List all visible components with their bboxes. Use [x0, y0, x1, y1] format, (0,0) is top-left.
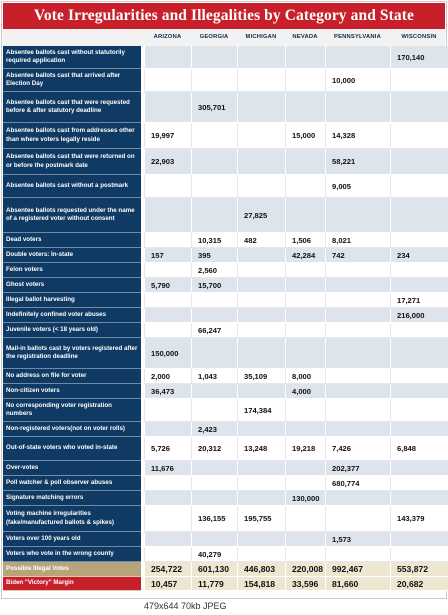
cell-arizona: 19,997 [144, 123, 191, 149]
cell-arizona: 254,722 [144, 562, 191, 577]
column-header-wisconsin: WISCONSIN [401, 34, 437, 40]
row-label: Double voters: In-state [3, 248, 141, 263]
cell-pennsylvania: 7,426 [325, 437, 390, 461]
cell-pennsylvania: 680,774 [325, 476, 390, 491]
cell-wisconsin [390, 175, 448, 198]
table-row [3, 491, 445, 506]
row-label: Mail-in ballots cast by voters registered after the registration deadline [3, 338, 141, 369]
cell-pennsylvania [325, 491, 390, 506]
cell-georgia: 66,247 [191, 323, 237, 338]
row-label: Over-votes [3, 461, 141, 476]
cell-pennsylvania [325, 422, 390, 437]
row-label: Juvenile voters (< 18 years old) [3, 323, 141, 338]
table-row [3, 278, 445, 293]
cell-wisconsin: 553,872 [390, 562, 448, 577]
cell-michigan [237, 149, 285, 175]
cell-nevada [285, 399, 325, 422]
table-row [3, 248, 445, 263]
image-info-footer [0, 600, 448, 615]
cell-michigan [237, 491, 285, 506]
cell-nevada [285, 308, 325, 323]
cell-michigan [237, 461, 285, 476]
table-row [3, 175, 445, 198]
cell-nevada: 42,284 [285, 248, 325, 263]
column-header-michigan: MICHIGAN [245, 34, 277, 40]
cell-georgia [191, 399, 237, 422]
column-header-arizona: ARIZONA [153, 34, 182, 40]
cell-arizona [144, 69, 191, 92]
image-info-text: 479x644 70kb JPEG [144, 601, 227, 611]
cell-arizona [144, 323, 191, 338]
cell-nevada [285, 532, 325, 547]
cell-arizona: 5,726 [144, 437, 191, 461]
cell-georgia: 1,043 [191, 369, 237, 384]
table-row [3, 149, 445, 175]
cell-arizona [144, 532, 191, 547]
cell-wisconsin: 6,848 [390, 437, 448, 461]
cell-wisconsin [390, 369, 448, 384]
cell-pennsylvania: 992,467 [325, 562, 390, 577]
table-row [3, 384, 445, 399]
cell-nevada [285, 323, 325, 338]
cell-georgia [191, 338, 237, 369]
cell-wisconsin [390, 338, 448, 369]
cell-pennsylvania: 81,660 [325, 577, 390, 591]
row-label: No address on file for voter [3, 369, 141, 384]
cell-wisconsin: 216,000 [390, 308, 448, 323]
cell-michigan: 13,248 [237, 437, 285, 461]
cell-arizona: 11,676 [144, 461, 191, 476]
cell-pennsylvania: 10,000 [325, 69, 390, 92]
cell-michigan [237, 248, 285, 263]
cell-michigan: 446,803 [237, 562, 285, 577]
table-row [3, 476, 445, 491]
cell-arizona: 36,473 [144, 384, 191, 399]
cell-michigan [237, 308, 285, 323]
cell-arizona [144, 422, 191, 437]
cell-georgia [191, 384, 237, 399]
cell-arizona: 2,000 [144, 369, 191, 384]
table-row [3, 69, 445, 92]
table-row [3, 461, 445, 476]
cell-arizona [144, 506, 191, 532]
cell-michigan [237, 175, 285, 198]
table-row [3, 399, 445, 422]
cell-georgia: 15,700 [191, 278, 237, 293]
row-label: Poll watcher & poll observer abuses [3, 476, 141, 491]
cell-pennsylvania: 58,221 [325, 149, 390, 175]
row-label: Biden "Victory" Margin [3, 577, 141, 591]
cell-nevada: 4,000 [285, 384, 325, 399]
cell-georgia: 395 [191, 248, 237, 263]
cell-nevada: 15,000 [285, 123, 325, 149]
cell-pennsylvania: 8,021 [325, 233, 390, 248]
cell-nevada [285, 175, 325, 198]
row-label: Non-registered voters(not on voter rolls) [3, 422, 141, 437]
row-label: Signature matching errors [3, 491, 141, 506]
row-label: Ghost voters [3, 278, 141, 293]
cell-pennsylvania [325, 92, 390, 123]
cell-georgia: 2,423 [191, 422, 237, 437]
cell-arizona: 5,790 [144, 278, 191, 293]
row-label: Possible Illegal Votes [3, 562, 141, 577]
cell-michigan [237, 323, 285, 338]
cell-arizona [144, 233, 191, 248]
table-row [3, 506, 445, 532]
row-label: Indefinitely confined voter abuses [3, 308, 141, 323]
cell-georgia [191, 69, 237, 92]
cell-pennsylvania [325, 338, 390, 369]
cell-nevada [285, 506, 325, 532]
cell-michigan [237, 263, 285, 278]
cell-arizona [144, 198, 191, 233]
table-row [3, 46, 445, 69]
cell-georgia: 136,155 [191, 506, 237, 532]
cell-wisconsin [390, 233, 448, 248]
cell-michigan: 174,384 [237, 399, 285, 422]
cell-nevada [285, 46, 325, 69]
cell-michigan [237, 547, 285, 562]
cell-georgia [191, 198, 237, 233]
column-header-georgia: GEORGIA [199, 34, 229, 40]
cell-michigan [237, 338, 285, 369]
table-row [3, 293, 445, 308]
cell-georgia: 20,312 [191, 437, 237, 461]
cell-georgia: 11,779 [191, 577, 237, 591]
row-label: Absentee ballots requested under the name of a registered voter without consent [3, 198, 141, 233]
cell-nevada [285, 263, 325, 278]
cell-wisconsin: 17,271 [390, 293, 448, 308]
cell-pennsylvania [325, 323, 390, 338]
cell-pennsylvania: 14,328 [325, 123, 390, 149]
cell-pennsylvania: 9,005 [325, 175, 390, 198]
cell-arizona: 22,903 [144, 149, 191, 175]
cell-wisconsin [390, 92, 448, 123]
cell-pennsylvania [325, 384, 390, 399]
cell-georgia: 2,560 [191, 263, 237, 278]
cell-michigan [237, 123, 285, 149]
cell-arizona: 157 [144, 248, 191, 263]
table-row [3, 198, 445, 233]
row-label: Voters over 100 years old [3, 532, 141, 547]
table-row [3, 233, 445, 248]
cell-michigan [237, 384, 285, 399]
cell-nevada: 19,218 [285, 437, 325, 461]
cell-nevada [285, 422, 325, 437]
cell-wisconsin [390, 532, 448, 547]
cell-georgia [191, 46, 237, 69]
cell-nevada [285, 198, 325, 233]
cell-michigan: 482 [237, 233, 285, 248]
cell-pennsylvania [325, 506, 390, 532]
cell-wisconsin [390, 384, 448, 399]
cell-wisconsin [390, 123, 448, 149]
table-row [3, 338, 445, 369]
cell-wisconsin: 143,379 [390, 506, 448, 532]
cell-georgia [191, 491, 237, 506]
table-row [3, 532, 445, 547]
row-label: Absentee ballots cast without a postmark [3, 175, 141, 198]
cell-pennsylvania [325, 399, 390, 422]
cell-pennsylvania: 202,377 [325, 461, 390, 476]
cell-arizona [144, 263, 191, 278]
cell-wisconsin [390, 399, 448, 422]
row-label: Voters who vote in the wrong county [3, 547, 141, 562]
cell-wisconsin [390, 263, 448, 278]
cell-georgia [191, 532, 237, 547]
cell-nevada [285, 278, 325, 293]
table-row [3, 369, 445, 384]
row-label: Absentee ballots cast that were returned on or before the postmark date [3, 149, 141, 175]
cell-michigan [237, 278, 285, 293]
cell-nevada: 1,506 [285, 233, 325, 248]
cell-arizona [144, 293, 191, 308]
cell-wisconsin [390, 69, 448, 92]
cell-wisconsin [390, 422, 448, 437]
cell-nevada [285, 293, 325, 308]
cell-wisconsin [390, 149, 448, 175]
cell-arizona [144, 46, 191, 69]
cell-nevada [285, 338, 325, 369]
cell-georgia: 305,701 [191, 92, 237, 123]
cell-michigan [237, 476, 285, 491]
cell-nevada: 130,000 [285, 491, 325, 506]
cell-michigan [237, 69, 285, 92]
totals-row [3, 562, 445, 577]
cell-arizona [144, 92, 191, 123]
cell-georgia [191, 149, 237, 175]
table-row [3, 263, 445, 278]
row-label: Dead voters [3, 233, 141, 248]
cell-wisconsin [390, 198, 448, 233]
cell-pennsylvania [325, 198, 390, 233]
cell-wisconsin: 234 [390, 248, 448, 263]
cell-georgia [191, 293, 237, 308]
row-label: Absentee ballots cast that arrived after Election Day [3, 69, 141, 92]
row-label: No corresponding voter registration numbers [3, 399, 141, 422]
cell-nevada [285, 476, 325, 491]
row-label: Absentee ballots cast that were requested before & after statutory deadline [3, 92, 141, 123]
cell-michigan [237, 422, 285, 437]
row-label: Voting machine irregularities (fake/manufactured ballots & spikes) [3, 506, 141, 532]
cell-georgia: 10,315 [191, 233, 237, 248]
cell-wisconsin: 20,682 [390, 577, 448, 591]
cell-nevada [285, 69, 325, 92]
cell-georgia [191, 476, 237, 491]
cell-wisconsin [390, 323, 448, 338]
table-row [3, 92, 445, 123]
cell-pennsylvania [325, 547, 390, 562]
cell-arizona: 10,457 [144, 577, 191, 591]
cell-pennsylvania [325, 293, 390, 308]
cell-pennsylvania [325, 369, 390, 384]
cell-nevada: 33,596 [285, 577, 325, 591]
cell-georgia: 40,279 [191, 547, 237, 562]
cell-pennsylvania: 1,573 [325, 532, 390, 547]
row-label: Out-of-state voters who voted in-state [3, 437, 141, 461]
cell-pennsylvania [325, 263, 390, 278]
table-row [3, 422, 445, 437]
cell-michigan: 154,818 [237, 577, 285, 591]
cell-arizona [144, 476, 191, 491]
cell-pennsylvania [325, 308, 390, 323]
row-label: Absentee ballots cast from addresses other than where voters legally reside [3, 123, 141, 149]
cell-wisconsin [390, 278, 448, 293]
cell-nevada [285, 92, 325, 123]
cell-michigan [237, 532, 285, 547]
column-header-pennsylvania: PENNSYLVANIA [334, 34, 381, 40]
cell-nevada [285, 149, 325, 175]
cell-michigan [237, 92, 285, 123]
cell-arizona [144, 175, 191, 198]
row-label: Illegal ballot harvesting [3, 293, 141, 308]
table-row [3, 323, 445, 338]
cell-arizona [144, 399, 191, 422]
table-row [3, 308, 445, 323]
cell-michigan [237, 46, 285, 69]
table-row [3, 437, 445, 461]
cell-georgia: 601,130 [191, 562, 237, 577]
cell-arizona [144, 308, 191, 323]
cell-georgia [191, 461, 237, 476]
cell-nevada [285, 547, 325, 562]
cell-arizona [144, 547, 191, 562]
row-label: Absentee ballots cast without statutorily required application [3, 46, 141, 69]
cell-pennsylvania [325, 46, 390, 69]
cell-wisconsin [390, 491, 448, 506]
cell-wisconsin [390, 476, 448, 491]
cell-michigan [237, 293, 285, 308]
cell-pennsylvania [325, 278, 390, 293]
cell-nevada [285, 461, 325, 476]
cell-georgia [191, 308, 237, 323]
cell-arizona [144, 491, 191, 506]
table-row [3, 547, 445, 562]
cell-arizona: 150,000 [144, 338, 191, 369]
cell-pennsylvania: 742 [325, 248, 390, 263]
cell-georgia [191, 123, 237, 149]
row-label: Non-citizen voters [3, 384, 141, 399]
margin-row [3, 577, 445, 591]
cell-michigan: 27,825 [237, 198, 285, 233]
column-header-nevada: NEVADA [292, 34, 318, 40]
cell-georgia [191, 175, 237, 198]
cell-wisconsin: 170,140 [390, 46, 448, 69]
cell-wisconsin [390, 461, 448, 476]
cell-nevada: 220,008 [285, 562, 325, 577]
cell-wisconsin [390, 547, 448, 562]
row-label: Felon voters [3, 263, 141, 278]
cell-michigan: 35,109 [237, 369, 285, 384]
cell-michigan: 195,755 [237, 506, 285, 532]
cell-nevada: 8,000 [285, 369, 325, 384]
table-row [3, 123, 445, 149]
table-title: Vote Irregularities and Illegalities by Category and State [3, 3, 445, 29]
